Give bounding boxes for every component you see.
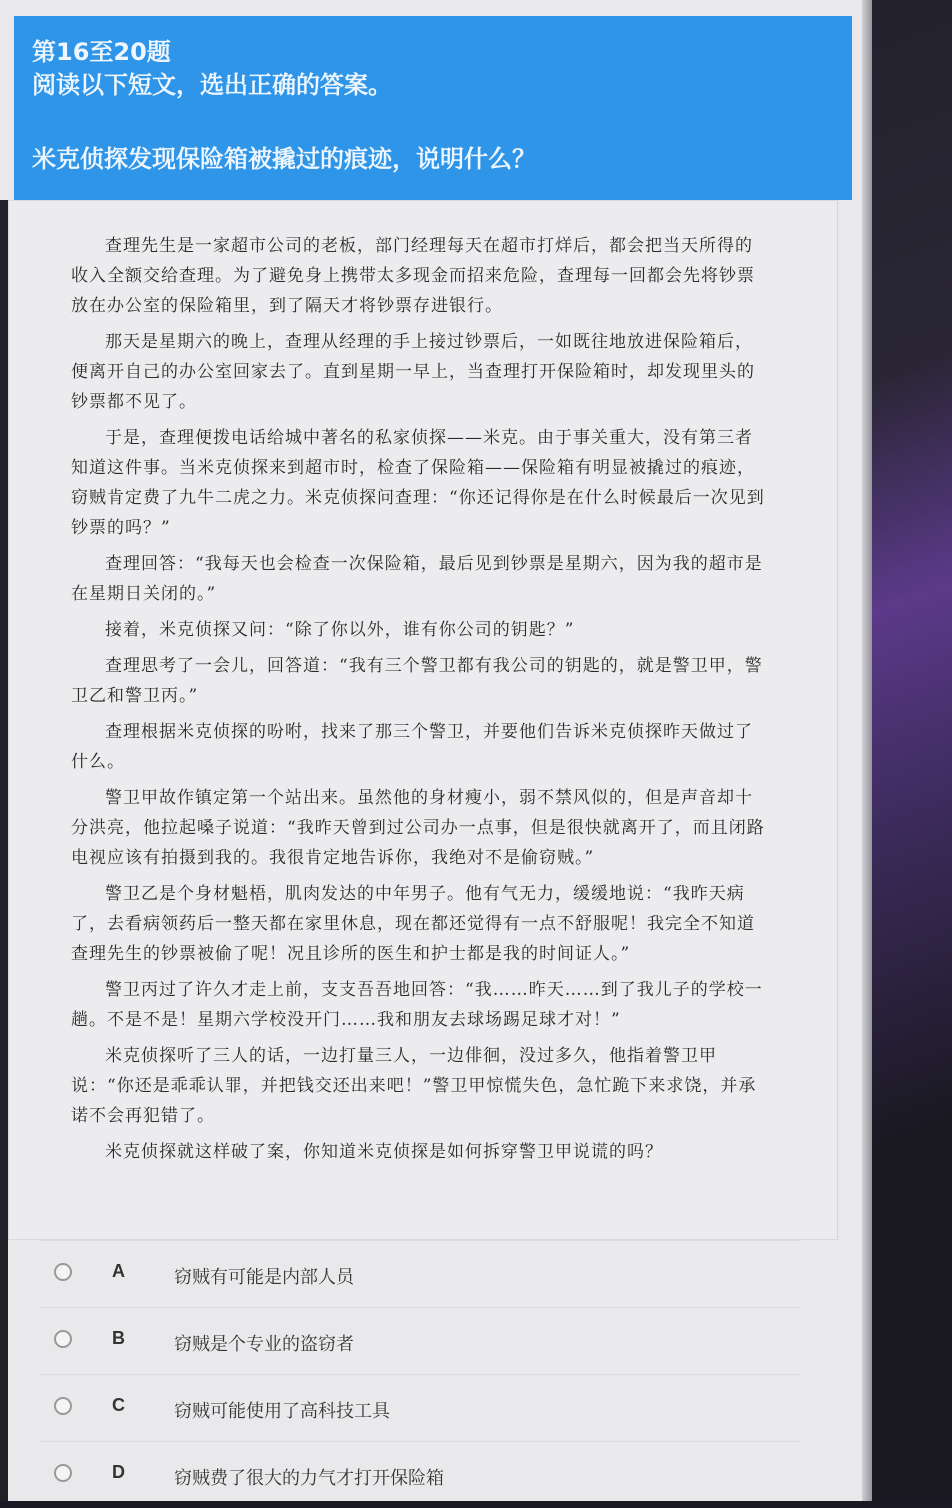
option-letter: B [112, 1328, 125, 1348]
reading-passage [8, 200, 838, 1240]
instruction-text: 阅读以下短文，选出正确的答案。 [32, 71, 392, 99]
passage-paragraph: 查理先生是一家超市公司的老板，部门经理每天在超市打烊后，都会把当天所得的收入全额交给查理。为了避免身上携带太多现金而招来危险，查理每一回都会先将钞票放在办公室的保险箱里，到了隔天才将钞票存进银行。 [71, 236, 755, 316]
passage-paragraph: 米克侦探就这样破了案，你知道米克侦探是如何拆穿警卫甲说谎的吗？ [105, 1142, 663, 1162]
option-text: 窃贼是个专业的盗窃者 [174, 1334, 354, 1355]
option-c[interactable] [40, 1374, 800, 1441]
passage-paragraph: 于是，查理便拨电话给城中著名的私家侦探——米克。由于事关重大，没有第三者知道这件事。当米克侦探来到超市时，检查了保险箱——保险箱有明显被撬过的痕迹，窃贼肯定费了九牛二虎之力。米克侦探问查理：“你还记得你是在什么时候最后一次见到钞票的吗？” [71, 428, 765, 538]
option-text: 窃贼可能使用了高科技工具 [174, 1401, 390, 1422]
answer-options [40, 1240, 800, 1508]
question-header [14, 16, 852, 200]
radio-button[interactable] [54, 1464, 72, 1482]
question-range: 第16至20题 [32, 38, 171, 66]
option-b[interactable] [40, 1307, 800, 1374]
option-text: 窃贼费了很大的力气才打开保险箱 [174, 1468, 444, 1489]
option-letter: D [112, 1462, 125, 1482]
passage-paragraph: 查理根据米克侦探的吩咐，找来了那三个警卫，并要他们告诉米克侦探昨天做过了什么。 [71, 722, 753, 772]
question-text: 米克侦探发现保险箱被撬过的痕迹，说明什么？ [32, 145, 536, 173]
option-d[interactable] [40, 1441, 800, 1508]
monitor-bezel [872, 0, 952, 1501]
passage-paragraph: 接着，米克侦探又问：“除了你以外，谁有你公司的钥匙？” [105, 620, 575, 640]
passage-paragraph: 警卫甲故作镇定第一个站出来。虽然他的身材瘦小，弱不禁风似的，但是声音却十分洪亮，他拉起嗓子说道：“我昨天曾到过公司办一点事，但是很快就离开了，而且闭路电视应该有拍摄到我的。我很肯定地告诉你，我绝对不是偷窃贼。” [71, 788, 765, 868]
passage-paragraph: 警卫乙是个身材魁梧，肌肉发达的中年男子。他有气无力，缓缓地说：“我昨天病了，去看病领药后一整天都在家里休息，现在都还觉得有一点不舒服呢！我完全不知道查理先生的钞票被偷了呢！况且诊所的医生和护士都是我的时间证人。” [71, 884, 755, 964]
option-letter: A [112, 1261, 125, 1281]
passage-paragraph: 查理思考了一会儿，回答道：“我有三个警卫都有我公司的钥匙的，就是警卫甲，警卫乙和警卫丙。” [71, 656, 763, 706]
radio-button[interactable] [54, 1330, 72, 1348]
passage-paragraph: 警卫丙过了许久才走上前，支支吾吾地回答：“我……昨天……到了我儿子的学校一趟。不是不是！星期六学校没开门……我和朋友去球场踢足球才对！” [71, 980, 763, 1030]
radio-button[interactable] [54, 1263, 72, 1281]
option-a[interactable] [40, 1240, 800, 1307]
passage-paragraph: 米克侦探听了三人的话，一边打量三人，一边俳徊，没过多久，他指着警卫甲说：“你还是乖乖认罪，并把钱交还出来吧！”警卫甲惊慌失色，急忙跪下来求饶，并承诺不会再犯错了。 [71, 1046, 757, 1126]
passage-paragraph: 那天是星期六的晚上，查理从经理的手上接过钞票后，一如既往地放进保险箱后，便离开自己的办公室回家去了。直到星期一早上，当查理打开保险箱时，却发现里头的钞票都不见了。 [71, 332, 755, 412]
option-text: 窃贼有可能是内部人员 [174, 1267, 354, 1288]
passage-paragraph: 查理回答：“我每天也会检查一次保险箱，最后见到钞票是星期六，因为我的超市是在星期日关闭的。” [71, 554, 763, 604]
left-edge [0, 200, 8, 1501]
option-letter: C [112, 1395, 125, 1415]
radio-button[interactable] [54, 1397, 72, 1415]
